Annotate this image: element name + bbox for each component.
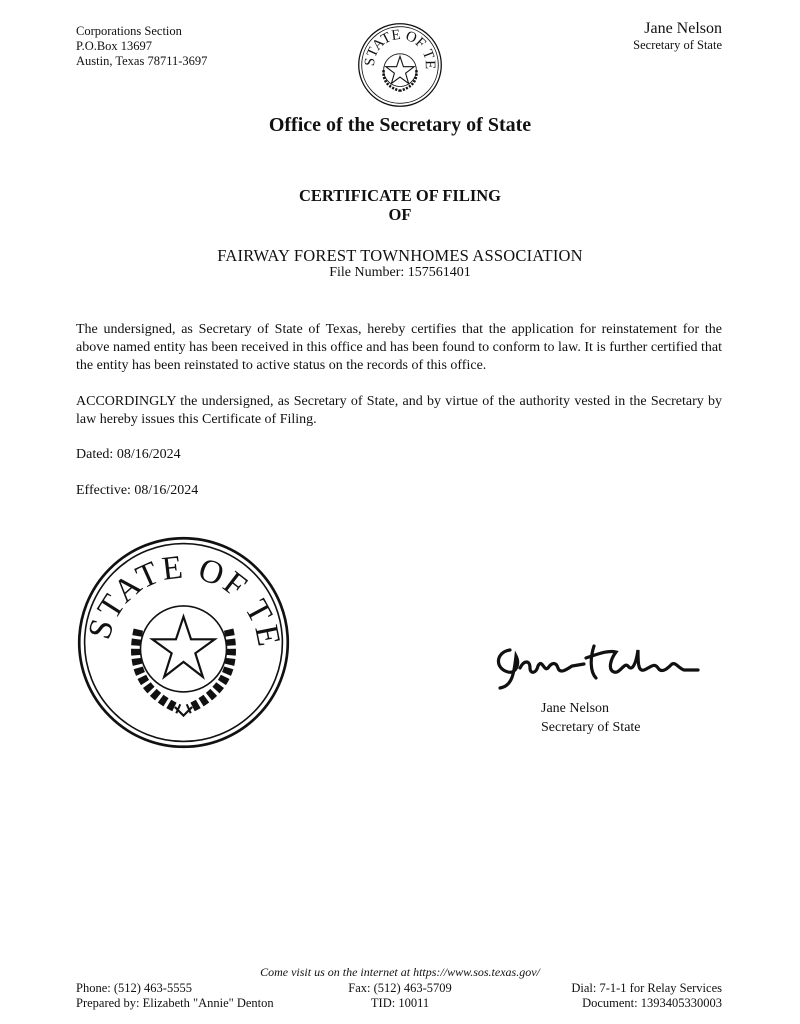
footer-left (76, 981, 274, 1011)
footer-website-note: Come visit us on the internet at https://www.sos.texas.gov/ (260, 965, 540, 979)
footer-center (310, 981, 490, 1011)
accordingly-paragraph: ACCORDINGLY the undersigned, as Secretary of State, and by virtue of the authority vested in the Secretary by law hereby issues this Certificate of Filing. (76, 394, 722, 427)
seal-text-small: STATE OF TE (361, 26, 438, 70)
dated-line: Dated: 08/16/2024 (76, 447, 181, 462)
address-line-2: P.O.Box 13697 (76, 39, 153, 53)
signature-block (541, 699, 641, 737)
signatory-name: Jane Nelson (541, 701, 610, 716)
state-seal-small (357, 22, 443, 108)
state-seal-large (76, 535, 291, 750)
footer-fax: Fax: (512) 463-5709 (348, 981, 452, 995)
seal-graphic-large (76, 535, 291, 750)
address-line-1: Corporations Section (76, 24, 182, 38)
secretary-title: Secretary of State (633, 38, 722, 52)
footer-right (571, 981, 722, 1011)
footer-prepared-by: Prepared by: Elizabeth "Annie" Denton (76, 996, 274, 1010)
address-line-3: Austin, Texas 78711-3697 (76, 54, 208, 68)
signatory-title: Secretary of State (541, 720, 641, 735)
signature-graphic (486, 628, 708, 692)
handwritten-signature (486, 628, 708, 692)
office-address (76, 24, 207, 69)
certificate-title-line1: CERTIFICATE OF FILING (298, 186, 502, 205)
footer-phone: Phone: (512) 463-5555 (76, 981, 192, 995)
secretary-header (633, 20, 722, 53)
footer-tid: TID: 10011 (370, 996, 430, 1010)
file-number: File Number: 157561401 (329, 265, 471, 280)
seal-text-large: STATE OF TE (80, 548, 288, 652)
certification-paragraph: The undersigned, as Secretary of State of Texas, hereby certifies that the application for reinstatement for the above named entity has been received in this office and has been found to conform to law. It is further certified that the entity has been reinstated to active status on the records of this office. (76, 322, 722, 373)
secretary-name: Jane Nelson (644, 20, 722, 37)
office-title: Office of the Secretary of State (268, 114, 532, 136)
footer-dial: Dial: 7-1-1 for Relay Services (571, 981, 722, 995)
entity-name: FAIRWAY FOREST TOWNHOMES ASSOCIATION (217, 246, 583, 265)
seal-graphic-small (357, 22, 443, 108)
certificate-title (0, 186, 800, 224)
effective-line: Effective: 08/16/2024 (76, 483, 199, 498)
certificate-title-line2: OF (388, 205, 412, 224)
footer-document-number: Document: 1393405330003 (582, 996, 722, 1010)
